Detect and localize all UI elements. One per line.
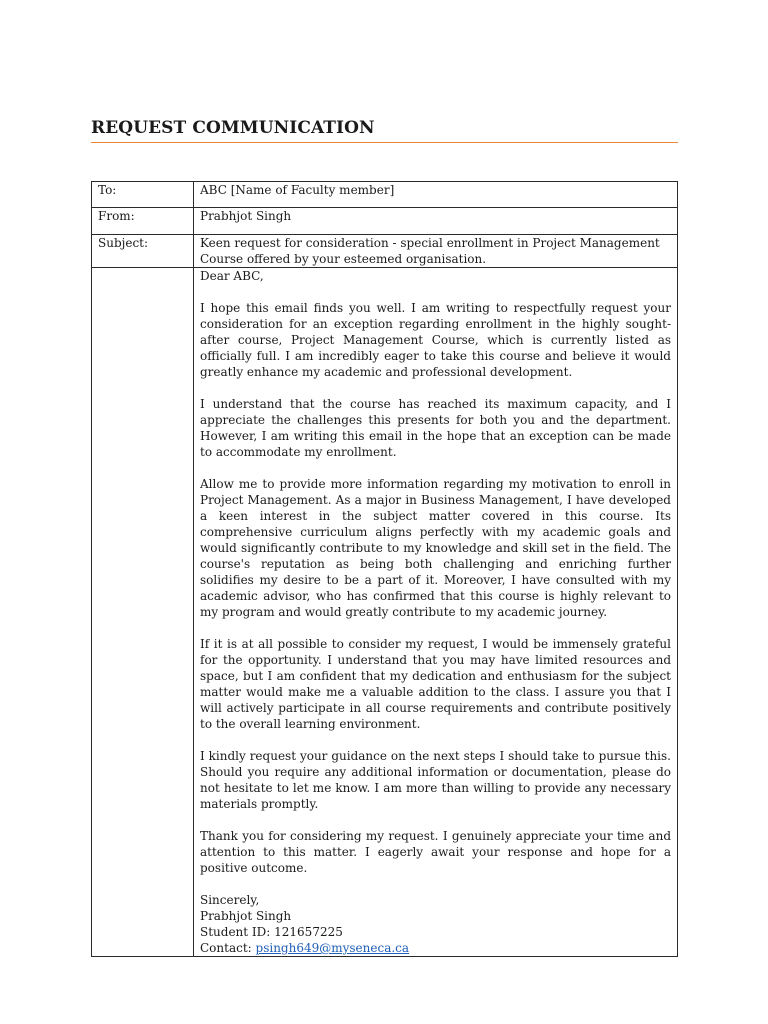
letter-paragraph: Thank you for considering my request. I genuinely appreciate your time and attention to this matter. I eagerly await your response and hope for a positive outcome. bbox=[200, 829, 671, 875]
sender-name: Prabhjot Singh bbox=[200, 909, 292, 923]
letter-paragraph: I understand that the course has reached its maximum capacity, and I appreciate the challenges this presents for both you and the department. However, I am writing this email in the hope that an exception can be made to accommodate my enrollment. bbox=[200, 397, 671, 459]
to-label: To: bbox=[92, 182, 194, 208]
letter-greeting: Dear ABC, bbox=[200, 269, 264, 283]
letter-paragraph: I hope this email finds you well. I am writing to respectfully request your consideration for an exception regarding enrollment in the highly sought-after course, Project Management Course, which is currently listed as officially full. I am incredibly eager to take this course and believe it would greatly enhance my academic and professional development. bbox=[200, 301, 671, 379]
heading-divider bbox=[91, 142, 678, 143]
memo-row-from bbox=[92, 208, 678, 235]
contact-line bbox=[200, 940, 671, 956]
letter-body bbox=[194, 268, 678, 957]
page-title: REQUEST COMMUNICATION bbox=[91, 118, 375, 138]
contact-email-link[interactable]: psingh649@myseneca.ca bbox=[255, 941, 410, 955]
memo-row-body bbox=[92, 268, 678, 957]
letter-paragraph: If it is at all possible to consider my request, I would be immensely grateful for the opportunity. I understand that you may have limited resources and space, but I am confident that my dedication and enthusiasm for the subject matter would make me a valuable addition to the class. I assure you that I will actively participate in all course requirements and contribute positively to the overall learning environment. bbox=[200, 637, 671, 731]
contact-label: Contact: bbox=[200, 941, 256, 955]
to-value: ABC [Name of Faculty member] bbox=[194, 182, 678, 208]
subject-value: Keen request for consideration - special enrollment in Project Management Course offered by your esteemed organisation. bbox=[194, 235, 678, 268]
memo-table bbox=[91, 181, 678, 957]
subject-label: Subject: bbox=[92, 235, 194, 268]
memo-row-to bbox=[92, 182, 678, 208]
letter-paragraph: I kindly request your guidance on the next steps I should take to pursue this. Should you require any additional information or documentation, please do not hesitate to let me know. I am more than willing to provide any necessary materials promptly. bbox=[200, 749, 671, 811]
signature-block bbox=[200, 892, 671, 956]
from-label: From: bbox=[92, 208, 194, 235]
closing-text: Sincerely, bbox=[200, 893, 260, 907]
memo-row-subject bbox=[92, 235, 678, 268]
student-id: Student ID: 121657225 bbox=[200, 925, 343, 939]
letter-paragraph: Allow me to provide more information regarding my motivation to enroll in Project Management. As a major in Business Management, I have developed a keen interest in the subject matter covered in this course. Its comprehensive curriculum aligns perfectly with my academic goals and would significantly contribute to my knowledge and skill set in the field. The course's reputation as being both challenging and enriching further solidifies my desire to be a part of it. Moreover, I have consulted with my academic advisor, who has confirmed that this course is highly relevant to my program and would greatly contribute to my academic journey. bbox=[200, 477, 671, 619]
body-label-cell bbox=[92, 268, 194, 957]
from-value: Prabhjot Singh bbox=[194, 208, 678, 235]
